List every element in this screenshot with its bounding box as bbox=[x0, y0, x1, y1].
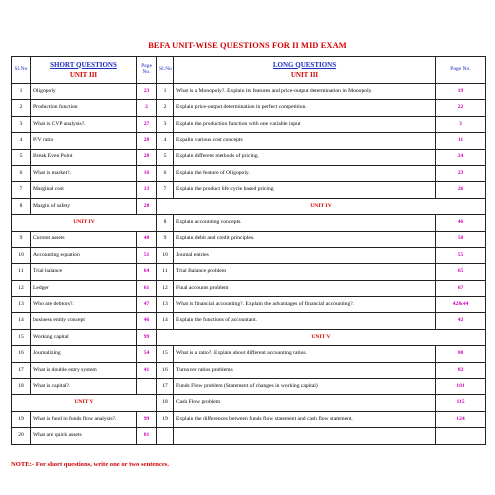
footer-note: NOTE:- For short questions, write one or two sentences. bbox=[11, 461, 169, 468]
table-row bbox=[12, 165, 486, 181]
short-question: What is fund in funds flow analysis?. bbox=[31, 411, 137, 427]
short-sl-no: 19 bbox=[12, 411, 31, 427]
long-question: Explain different methods of pricing. bbox=[174, 149, 436, 165]
long-page-no: 26 bbox=[436, 182, 486, 198]
short-sl-no: 14 bbox=[12, 313, 31, 329]
short-sl-no: 12 bbox=[12, 280, 31, 296]
long-sl-no: 10 bbox=[157, 247, 174, 263]
long-page-no: 55 bbox=[436, 247, 486, 263]
short-sl-no: 1 bbox=[12, 84, 31, 100]
long-unit-heading: UNIT V bbox=[157, 329, 486, 345]
short-question: Trial balance bbox=[31, 264, 137, 280]
short-sl-no: 16 bbox=[12, 346, 31, 362]
short-question: What is double entry system bbox=[31, 362, 137, 378]
long-sl-no: 3 bbox=[157, 116, 174, 132]
short-page-no: 28 bbox=[137, 133, 157, 149]
short-page-no: 54 bbox=[137, 346, 157, 362]
short-unit-label: UNIT III bbox=[69, 70, 98, 79]
long-page-no: 19 bbox=[436, 84, 486, 100]
table-row bbox=[12, 84, 486, 100]
long-question: Cash Flow problem bbox=[174, 395, 436, 411]
long-sl-no: 18 bbox=[157, 395, 174, 411]
short-sl-no: 4 bbox=[12, 133, 31, 149]
table-body bbox=[12, 84, 486, 445]
short-question: Margin of safety bbox=[31, 198, 137, 214]
long-question: Explain price-output determination in perfect competition. bbox=[174, 100, 436, 116]
table-row bbox=[12, 379, 486, 395]
long-sl-no: 5 bbox=[157, 149, 174, 165]
table-row bbox=[12, 411, 486, 427]
short-page-no: 2 bbox=[137, 100, 157, 116]
long-page-no: 124 bbox=[436, 411, 486, 427]
short-sl-no: 15 bbox=[12, 329, 31, 345]
short-sl-no: 6 bbox=[12, 165, 31, 181]
long-page-no: 3 bbox=[436, 116, 486, 132]
long-sl-no: 11 bbox=[157, 264, 174, 280]
table-row bbox=[12, 100, 486, 116]
table-row bbox=[12, 280, 486, 296]
table-row bbox=[12, 329, 486, 345]
table-row bbox=[12, 215, 486, 231]
short-question: What is market?. bbox=[31, 165, 137, 181]
long-sl-no: 6 bbox=[157, 165, 174, 181]
short-question: Break Even Point bbox=[31, 149, 137, 165]
short-questions-header bbox=[31, 57, 137, 84]
short-page-header: Page No. bbox=[137, 57, 157, 84]
short-question: Marginal cost bbox=[31, 182, 137, 198]
long-sl-no: 12 bbox=[157, 280, 174, 296]
long-sl-no: 15 bbox=[157, 346, 174, 362]
long-question: Explain the product life cycle based pricing bbox=[174, 182, 436, 198]
long-sl-no: 2 bbox=[157, 100, 174, 116]
long-page-no: 24 bbox=[436, 149, 486, 165]
long-sl-no: 9 bbox=[157, 231, 174, 247]
short-page-no: 41 bbox=[137, 362, 157, 378]
short-question: What is CVP analysis?. bbox=[31, 116, 137, 132]
table-row bbox=[12, 346, 486, 362]
document-title: BEFA UNIT-WISE QUESTIONS FOR II MID EXAM bbox=[148, 41, 347, 50]
short-question: What are quick assets bbox=[31, 428, 137, 444]
empty-cell bbox=[436, 428, 486, 444]
table-row bbox=[12, 362, 486, 378]
long-page-no: 42 bbox=[436, 313, 486, 329]
long-sl-no: 1 bbox=[157, 84, 174, 100]
long-question: Explain debit and credit principles. bbox=[174, 231, 436, 247]
long-sl-no: 14 bbox=[157, 313, 174, 329]
long-page-no: 115 bbox=[436, 395, 486, 411]
long-question: Explain the differences between funds flow statement and cash flow statement. bbox=[174, 411, 436, 427]
short-page-no: 13 bbox=[137, 182, 157, 198]
long-sl-no: 16 bbox=[157, 362, 174, 378]
short-sl-no: 13 bbox=[12, 297, 31, 313]
long-page-no: 67 bbox=[436, 280, 486, 296]
table-row bbox=[12, 395, 486, 411]
table-row bbox=[12, 231, 486, 247]
short-sl-no: 11 bbox=[12, 264, 31, 280]
short-sl-no: 18 bbox=[12, 379, 31, 395]
long-slno-header: Sl.No bbox=[157, 57, 174, 84]
long-sl-no: 17 bbox=[157, 379, 174, 395]
short-page-no: 51 bbox=[137, 247, 157, 263]
long-questions-header bbox=[174, 57, 436, 84]
long-page-no: 50 bbox=[436, 231, 486, 247]
long-page-no: 22 bbox=[436, 100, 486, 116]
short-question: Journalizing bbox=[31, 346, 137, 362]
short-page-no: 99 bbox=[137, 329, 157, 345]
table-row bbox=[12, 149, 486, 165]
long-question: Funds Flow problem (Statement of changes in working capital) bbox=[174, 379, 436, 395]
empty-cell bbox=[174, 428, 436, 444]
short-question: Ledger bbox=[31, 280, 137, 296]
short-question: Production function bbox=[31, 100, 137, 116]
short-page-no: 48 bbox=[137, 231, 157, 247]
short-sl-no: 9 bbox=[12, 231, 31, 247]
short-sl-no: 10 bbox=[12, 247, 31, 263]
long-unit-heading: UNIT IV bbox=[157, 198, 486, 214]
questions-table bbox=[11, 56, 486, 445]
short-page-no: 64 bbox=[137, 264, 157, 280]
table-row bbox=[12, 182, 486, 198]
table-row bbox=[12, 116, 486, 132]
long-question: Explain the functions of accountant. bbox=[174, 313, 436, 329]
long-unit-label: UNIT III bbox=[290, 70, 319, 79]
short-question: business entity concept bbox=[31, 313, 137, 329]
long-question: What is a ratio?. Explain about different accounting ratios. bbox=[174, 346, 436, 362]
short-sl-no: 2 bbox=[12, 100, 31, 116]
long-sl-no: 4 bbox=[157, 133, 174, 149]
short-question: Current assets bbox=[31, 231, 137, 247]
table-row bbox=[12, 247, 486, 263]
short-question: Who are debtors?. bbox=[31, 297, 137, 313]
short-unit-heading: UNIT V bbox=[12, 395, 157, 411]
long-sl-no: 19 bbox=[157, 411, 174, 427]
long-question: Trial Balance problem bbox=[174, 264, 436, 280]
short-sl-no: 17 bbox=[12, 362, 31, 378]
short-page-no: 16 bbox=[137, 165, 157, 181]
long-sl-no: 13 bbox=[157, 297, 174, 313]
short-sl-no: 20 bbox=[12, 428, 31, 444]
long-page-no: 101 bbox=[436, 379, 486, 395]
short-questions-title: SHORT QUESTIONS bbox=[50, 60, 117, 69]
table-row bbox=[12, 297, 486, 313]
short-question: Oligopoly bbox=[31, 84, 137, 100]
long-page-no: 23 bbox=[436, 165, 486, 181]
table-row bbox=[12, 133, 486, 149]
short-unit-heading: UNIT IV bbox=[12, 215, 157, 231]
short-slno-header: Sl.No bbox=[12, 57, 31, 84]
short-page-no: 28 bbox=[137, 198, 157, 214]
long-question: Journal entries bbox=[174, 247, 436, 263]
short-page-no: 23 bbox=[137, 84, 157, 100]
short-question: P/V ratio bbox=[31, 133, 137, 149]
short-question: What is capital?. bbox=[31, 379, 137, 395]
long-questions-title: LONG QUESTIONS bbox=[272, 60, 337, 69]
short-question: Accounting equation bbox=[31, 247, 137, 263]
long-question: Expalin various cost concepts bbox=[174, 133, 436, 149]
short-question: Working capital bbox=[31, 329, 137, 345]
long-page-no: 11 bbox=[436, 133, 486, 149]
long-page-no: 46 bbox=[436, 215, 486, 231]
long-question: Turnover ratios problems bbox=[174, 362, 436, 378]
short-sl-no: 7 bbox=[12, 182, 31, 198]
short-sl-no: 3 bbox=[12, 116, 31, 132]
table-row bbox=[12, 264, 486, 280]
long-page-no: 82 bbox=[436, 362, 486, 378]
long-page-no: 42&44 bbox=[436, 297, 486, 313]
long-page-no: 65 bbox=[436, 264, 486, 280]
long-question: Final accounts problem bbox=[174, 280, 436, 296]
table-row bbox=[12, 428, 486, 444]
short-sl-no: 5 bbox=[12, 149, 31, 165]
empty-cell bbox=[157, 428, 174, 444]
short-page-no: 46 bbox=[137, 313, 157, 329]
short-page-no: 61 bbox=[137, 280, 157, 296]
short-page-no: 99 bbox=[137, 411, 157, 427]
short-page-no: 81 bbox=[137, 428, 157, 444]
short-page-no bbox=[137, 379, 157, 395]
long-question: Explain the feature of Oligopoly. bbox=[174, 165, 436, 181]
long-page-no: 80 bbox=[436, 346, 486, 362]
long-question: What is financial accounting?. Explain the advantages of financial accounting?. bbox=[174, 297, 436, 313]
long-page-header: Page No. bbox=[436, 57, 486, 84]
table-row bbox=[12, 198, 486, 214]
short-page-no: 28 bbox=[137, 149, 157, 165]
short-page-no: 47 bbox=[137, 297, 157, 313]
long-question: What is a Monopoly?. Explain its features and price-output determination in Monopoly. bbox=[174, 84, 436, 100]
short-sl-no: 8 bbox=[12, 198, 31, 214]
short-page-no: 27 bbox=[137, 116, 157, 132]
table-header-row bbox=[12, 57, 486, 84]
long-sl-no: 7 bbox=[157, 182, 174, 198]
table-row bbox=[12, 313, 486, 329]
long-sl-no: 8 bbox=[157, 215, 174, 231]
long-question: Explain the production function with one variable input bbox=[174, 116, 436, 132]
long-question: Explain accounting concepts. bbox=[174, 215, 436, 231]
